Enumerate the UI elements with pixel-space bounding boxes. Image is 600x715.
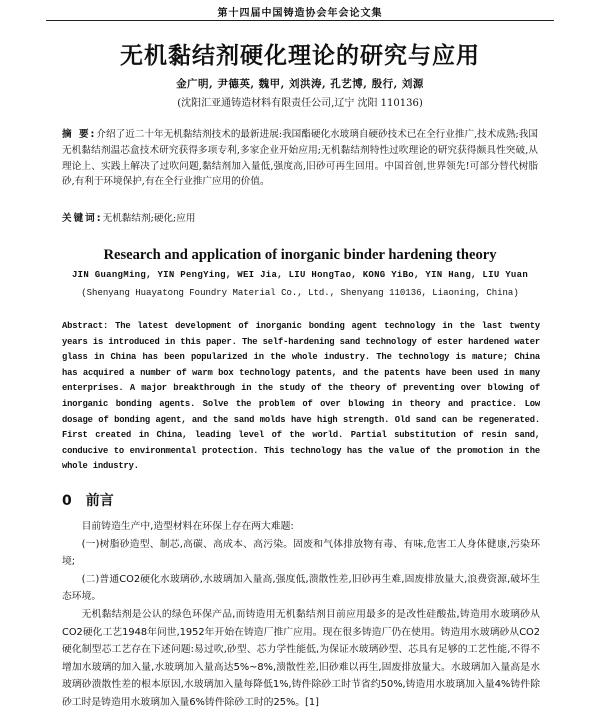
body-paragraph: (二)普通CO2硬化水玻璃砂,水玻璃加入量高,强度低,溃散性差,旧砂再生难,固废排放量大,浪费资源,破坏生态环境。 xyxy=(62,573,540,603)
running-header: 第十四届中国铸造协会年会论文集 xyxy=(217,8,383,19)
body-text xyxy=(62,518,540,712)
affiliation-english: (Shenyang Huayatong Foundry Material Co., Ltd., Shenyang 110136, Liaoning, China) xyxy=(81,288,519,298)
section-number: 0 xyxy=(62,493,72,509)
title-chinese: 无机黏结剂硬化理论的研究与应用 xyxy=(120,43,480,69)
abstract-english-text: The latest development of inorganic bonding agent technology in the last twenty years is introduced in this paper. The self-hardening sand technology of ester hardened water glass in China has been popularized in the whole industry. The technology is mature; China has acquired a number of warm box technology patents, and the patents have been used in many enterprises. A major breakthrough in the study of the theory of preventing over blowing of inorganic bonding agents. Solve the problem of over blowing in theory and practice. Low dosage of bonding agent, and the sand molds have high strength. Old sand can be regenerated. First created in China, leading level of the world. Partial substitution of resin sand, conducive to environmental protection. This technology has the value of the promotion in the whole industry. xyxy=(62,321,540,472)
body-paragraph: (一)树脂砂造型、制芯,高碳、高成本、高污染。固废和气体排放物有毒、有味,危害工人身体健康,污染环境; xyxy=(62,538,540,568)
header-rule xyxy=(46,20,554,21)
keywords-chinese-text: 无机黏结剂;硬化;应用 xyxy=(102,213,196,224)
title-english: Research and application of inorganic binder hardening theory xyxy=(103,247,497,263)
affiliation-chinese: (沈阳汇亚通铸造材料有限责任公司,辽宁 沈阳 110136) xyxy=(177,98,423,109)
authors-english: JIN GuangMing, YIN PengYing, WEI Jia, LIU HongTao, KONG YiBo, YIN Hang, LIU Yuan xyxy=(71,270,529,280)
keywords-chinese xyxy=(62,210,538,224)
abstract-english xyxy=(62,319,540,475)
abstract-chinese-label: 摘 要: xyxy=(62,129,97,140)
section-title: 前言 xyxy=(85,493,114,509)
keywords-chinese-label: 关键词: xyxy=(62,213,103,224)
body-paragraph: 无机黏结剂是公认的绿色环保产品,而铸造用无机黏结剂目前应用最多的是改性硅酸盐,铸造用水玻璃砂从CO2硬化工艺1948年问世,1952年开始在铸造厂推广应用。现在很多铸造厂仍在使用。铸造用水玻璃砂从CO2硬化制型芯工艺存在下述问题:易过吹,砂型、芯力学性能低,为保证水玻璃砂型、芯具有足够的工艺性能,不得不增加水玻璃的加入量,水玻璃加入量高达5%~8%,溃散性差,旧砂难以再生,固废排放量大。水玻璃加入量高是水玻璃砂溃散性差的根本原因,水玻璃加入量每降低1%,铸件除砂工时节省约50%,铸造用水玻璃加入量4%铸件除砂工时是铸造用水玻璃加入量6%铸件除砂工时的25%。[1] xyxy=(62,608,540,708)
section-heading xyxy=(62,490,114,510)
abstract-chinese xyxy=(62,127,538,190)
abstract-chinese-text: 介绍了近二十年无机黏结剂技术的最新进展:我国酯硬化水玻璃自硬砂技术已在全行业推广,技术成熟;我国无机黏结剂温芯盒技术研究获得多项专利,多家企业开始应用;无机黏结剂特性过吹理论的研究获得颇具性突破,从理论上、实践上解决了过吹问题,黏结剂加入量低,强度高,旧砂可再生回用。中国首创,世界领先!可部分替代树脂砂,有利于环境保护,有在全行业推广应用的价值。 xyxy=(62,129,538,188)
abstract-english-label: Abstract: xyxy=(62,321,109,331)
body-paragraph: 目前铸造生产中,造型材料在环保上存在两大难题: xyxy=(81,521,294,532)
authors-chinese: 金广明, 尹德英, 魏甲, 刘洪涛, 孔艺博, 殷行, 刘源 xyxy=(176,78,424,90)
